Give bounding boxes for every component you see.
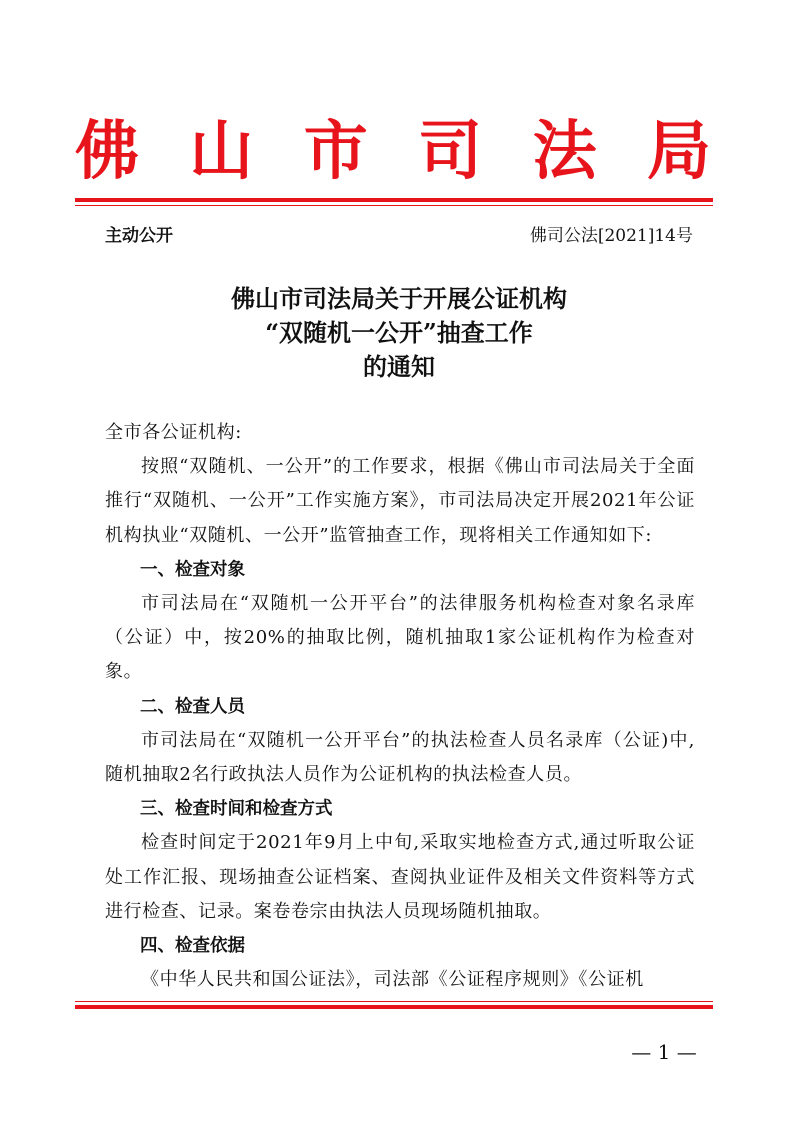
document-meta-row bbox=[105, 218, 693, 248]
salutation: 全市各公证机构: bbox=[105, 422, 242, 443]
document-title bbox=[105, 282, 693, 384]
authority-char: 山 bbox=[189, 114, 254, 189]
title-line: 佛山市司法局关于开展公证机构 bbox=[231, 284, 567, 313]
title-line: 的通知 bbox=[363, 352, 435, 381]
authority-char: 局 bbox=[646, 114, 711, 189]
document-number: 佛司公法[2021]14号 bbox=[529, 225, 693, 246]
page-number: — 1 — bbox=[631, 1040, 697, 1064]
footer-divider-thick bbox=[75, 1005, 713, 1009]
section-paragraph: 市司法局在“双随机一公开平台”的法律服务机构检查对象名录库（公证）中，按20%的抽取比例，随机抽取1家公证机构作为检查对象。 bbox=[105, 593, 695, 683]
authority-char: 佛 bbox=[75, 114, 139, 189]
section-heading: 四、检查依据 bbox=[140, 936, 245, 957]
header-divider-thick bbox=[75, 198, 713, 202]
authority-char: 市 bbox=[303, 114, 368, 189]
footer-divider-thin bbox=[75, 1001, 713, 1002]
authority-char: 司 bbox=[418, 114, 483, 189]
section-paragraph: 检查时间定于2021年9月上中旬,采取实地检查方式,通过听取公证处工作汇报、现场抽查公证档案、查阅执业证件及相关文件资料等方式进行检查、记录。案卷卷宗由执法人员现场随机抽取。 bbox=[105, 832, 695, 922]
section-heading: 三、检查时间和检查方式 bbox=[140, 799, 333, 820]
section-heading: 二、检查人员 bbox=[140, 696, 245, 717]
authority-char: 法 bbox=[532, 114, 597, 189]
intro-paragraph: 按照“双随机、一公开”的工作要求，根据《佛山市司法局关于全面推行“双随机、一公开”工作实施方案》，市司法局决定开展2021年公证机构执业“双随机、一公开”监管抽查工作，现将相关工作通知如下: bbox=[105, 456, 695, 546]
disclosure-label: 主动公开 bbox=[105, 225, 173, 246]
section-heading: 一、检查对象 bbox=[140, 559, 245, 580]
section-paragraph: 市司法局在“双随机一公开平台”的执法检查人员名录库（公证)中,随机抽取2名行政执法人员作为公证机构的执法检查人员。 bbox=[105, 729, 695, 786]
issuing-authority-title bbox=[75, 112, 711, 192]
section-paragraph: 《中华人民共和国公证法》，司法部《公证程序规则》《公证机 bbox=[141, 969, 644, 991]
header-divider-thin bbox=[75, 205, 713, 206]
title-line: “双随机一公开”抽查工作 bbox=[265, 318, 533, 347]
document-body bbox=[105, 416, 695, 997]
